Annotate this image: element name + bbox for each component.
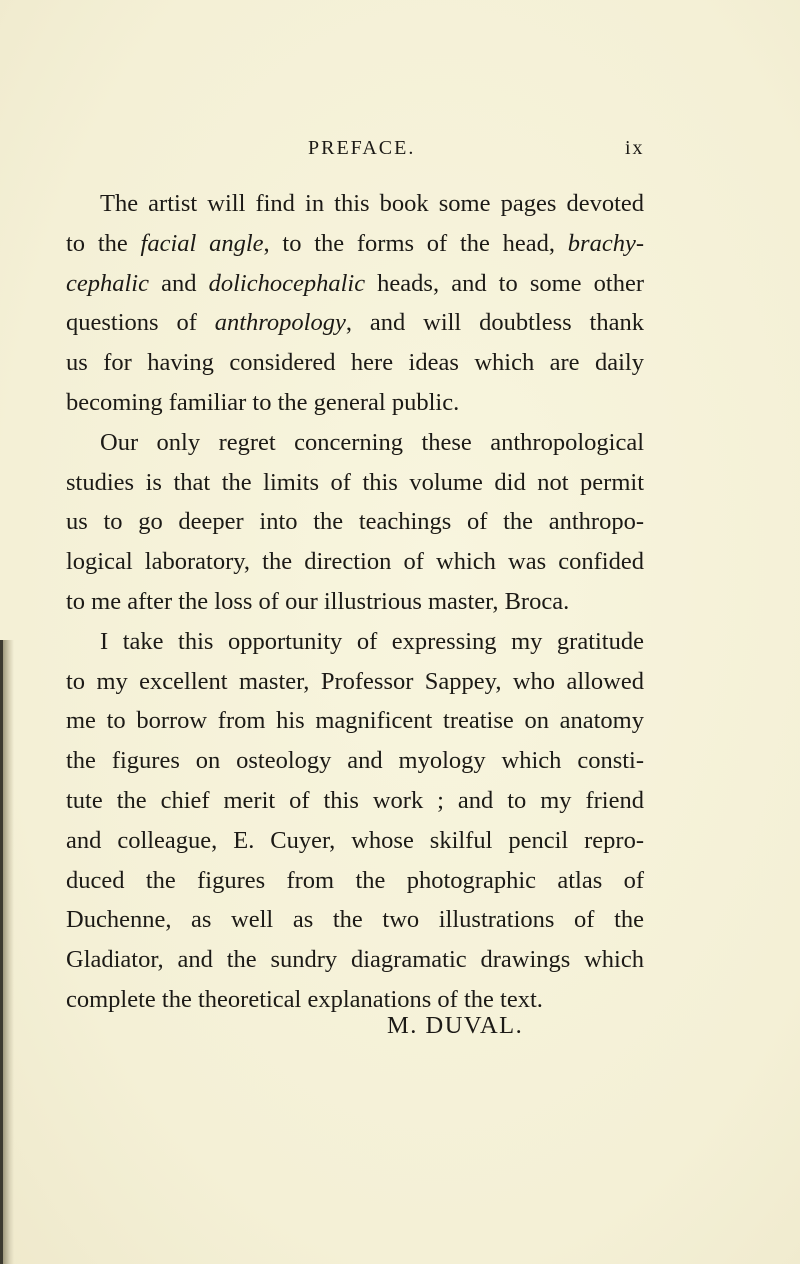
binding-edge <box>0 640 3 1264</box>
text-line: to the facial angle, to the forms of the head, brachy- <box>66 229 644 257</box>
text-line: and colleague, E. Cuyer, whose skilful pencil repro- <box>66 826 644 854</box>
text-line: to me after the loss of our illustrious master, Broca. <box>66 587 570 615</box>
text-line: complete the theoretical explanations of the text. <box>66 985 543 1013</box>
text-line: questions of anthropology, and will doubtless thank <box>66 309 644 337</box>
running-head: PREFACE. <box>308 137 416 159</box>
text-line: tute the chief merit of this work ; and to my friend <box>66 786 644 814</box>
text-line: the figures on osteology and myology which consti- <box>66 747 644 775</box>
text-line: cephalic and dolichocephalic heads, and to some other <box>66 269 644 297</box>
text-line: logical laboratory, the direction of which was confided <box>66 548 644 576</box>
text-line: us for having considered here ideas which are daily <box>66 349 644 377</box>
text-line: The artist will find in this book some pages devoted <box>100 190 644 217</box>
text-line: me to borrow from his magnificent treatise on anatomy <box>66 707 644 735</box>
text-line: I take this opportunity of expressing my gratitude <box>100 627 644 655</box>
text-line: to my excellent master, Professor Sappey, who allowed <box>66 667 644 695</box>
page-header <box>0 137 800 167</box>
page-number: ix <box>625 137 645 159</box>
text-line: studies is that the limits of this volume did not permit <box>66 468 644 496</box>
text-line: Gladiator, and the sundry diagramatic drawings which <box>66 946 644 974</box>
text-line: Duchenne, as well as the two illustrations of the <box>66 906 644 934</box>
text-line: us to go deeper into the teachings of the anthropo- <box>66 508 644 536</box>
author-signature: M. DUVAL. <box>387 1012 524 1039</box>
text-line: Our only regret concerning these anthropological <box>100 428 644 456</box>
text-line: duced the figures from the photographic atlas of <box>66 866 644 894</box>
text-line: becoming familiar to the general public. <box>66 388 460 416</box>
preface-text <box>66 184 644 1020</box>
